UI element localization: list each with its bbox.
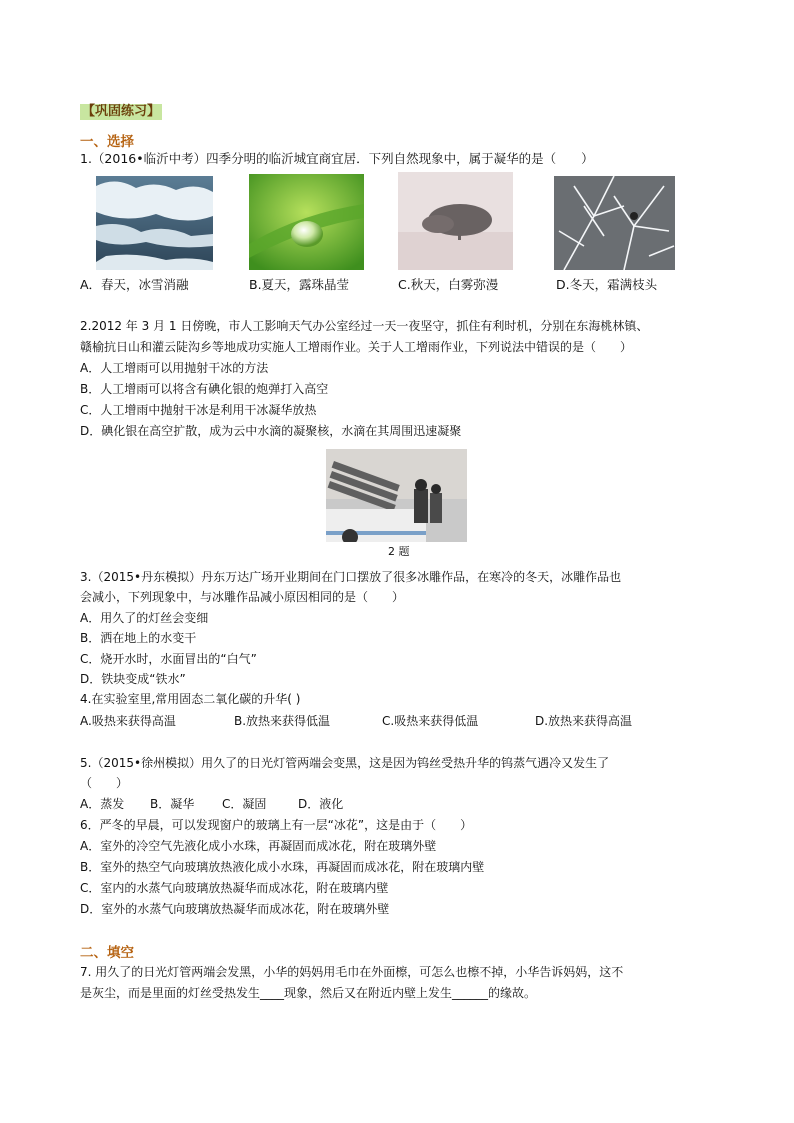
- q5-option-b[interactable]: B．凝华: [150, 797, 195, 811]
- q3-stem-line1: 3.（2015•丹东模拟）丹东万达广场开业期间在门口摆放了很多冰雕作品，在寒冷的冬天，冰雕作品也: [80, 570, 622, 584]
- q5-stem-line2: （ ）: [80, 776, 129, 790]
- q6-option-d[interactable]: D．室外的水蒸气向玻璃放热凝华而成冰花，附在玻璃外壁: [80, 902, 390, 916]
- q3-option-c[interactable]: C．烧开水时，水面冒出的“白气”: [80, 652, 257, 666]
- q4-option-d[interactable]: D.放热来获得高温: [535, 714, 633, 728]
- q3-option-d[interactable]: D．铁块变成“铁水”: [80, 672, 186, 686]
- q2-figure-caption: 2 题: [388, 545, 410, 558]
- q7-line1: 7. 用久了的日光灯管两端会发黑，小华的妈妈用毛巾在外面檫，可怎么也檫不掉，小华告诉妈妈，这不: [80, 965, 624, 979]
- q2-option-d[interactable]: D．碘化银在高空扩散，成为云中水滴的凝聚核，水滴在其周围迅速凝聚: [80, 424, 462, 438]
- q4-option-c[interactable]: C.吸热来获得低温: [382, 714, 479, 728]
- q4-stem: 4.在实验室里,常用固态二氧化碳的升华( ): [80, 692, 301, 706]
- q3-option-b[interactable]: B．洒在地上的水变干: [80, 631, 197, 645]
- q2-stem-line1: 2.2012 年 3 月 1 日傍晚，市人工影响天气办公室经过一天一夜坚守，抓住有利时机，分别在东海桃林镇、: [80, 319, 649, 333]
- q2-figure-rain-cannon: [326, 449, 467, 542]
- q6-option-a[interactable]: A．室外的冷空气先液化成小水珠，再凝固而成冰花，附在玻璃外壁: [80, 839, 437, 853]
- q6-option-b[interactable]: B．室外的热空气向玻璃放热液化成小水珠，再凝固而成冰花，附在玻璃内壁: [80, 860, 485, 874]
- q1-option-a[interactable]: A．春天，冰雪消融: [80, 277, 189, 292]
- q3-stem-line2: 会减小，下列现象中，与冰雕作品减小原因相同的是（ ）: [80, 590, 405, 604]
- q1-option-c[interactable]: C.秋天，白雾弥漫: [398, 277, 499, 292]
- q1-image-dew-drop: [249, 174, 364, 270]
- q2-option-a[interactable]: A．人工增雨可以用抛射干冰的方法: [80, 361, 269, 375]
- q3-option-a[interactable]: A．用久了的灯丝会变细: [80, 611, 209, 625]
- exercise-heading-tag: 【巩固练习】: [82, 104, 161, 119]
- q1-image-ice-melting: [96, 176, 213, 270]
- q2-option-b[interactable]: B．人工增雨可以将含有碘化银的炮弹打入高空: [80, 382, 329, 396]
- q4-option-b[interactable]: B.放热来获得低温: [234, 714, 331, 728]
- q2-option-c[interactable]: C．人工增雨中抛射干冰是利用干冰凝华放热: [80, 403, 317, 417]
- q1-stem: 1.（2016•临沂中考）四季分明的临沂城宜商宜居．下列自然现象中，属于凝华的是（ ）: [80, 151, 594, 166]
- q1-option-d[interactable]: D.冬天，霜满枝头: [556, 277, 658, 292]
- q7-line2: [80, 985, 536, 1001]
- q4-option-a[interactable]: A.吸热来获得高温: [80, 714, 176, 728]
- q7-line2-part-b: 现象，然后又在附近内壁上发生: [284, 986, 453, 1000]
- q7-line2-part-c: 的缘故。: [488, 986, 537, 1000]
- q6-stem: 6．严冬的早晨，可以发现窗户的玻璃上有一层“冰花”，这是由于（ ）: [80, 818, 473, 832]
- q5-option-d[interactable]: D．液化: [298, 797, 344, 811]
- q7-blank-1[interactable]: ____: [260, 986, 285, 1000]
- q1-option-b[interactable]: B.夏天，露珠晶莹: [249, 277, 350, 292]
- q5-stem-line1: 5.（2015•徐州模拟）用久了的日光灯管两端会变黑，这是因为钨丝受热升华的钨蒸气遇冷又发生了: [80, 756, 610, 770]
- q1-image-fog: [398, 172, 513, 270]
- section-fill-title: 二、填空: [80, 945, 134, 961]
- q7-line2-part-a: 是灰尘，而是里面的灯丝受热发生: [80, 986, 261, 1000]
- q6-option-c[interactable]: C．室内的水蒸气向玻璃放热凝华而成冰花，附在玻璃内壁: [80, 881, 389, 895]
- q2-stem-line2: 赣榆抗日山和灌云陡沟乡等地成功实施人工增雨作业。关于人工增雨作业，下列说法中错误的是（ ）: [80, 340, 633, 354]
- q7-blank-2[interactable]: ______: [452, 986, 489, 1000]
- q5-option-a[interactable]: A．蒸发: [80, 797, 125, 811]
- q5-option-c[interactable]: C．凝固: [222, 797, 267, 811]
- section-choice-title: 一、选择: [80, 134, 134, 150]
- q1-image-frost: [554, 176, 675, 270]
